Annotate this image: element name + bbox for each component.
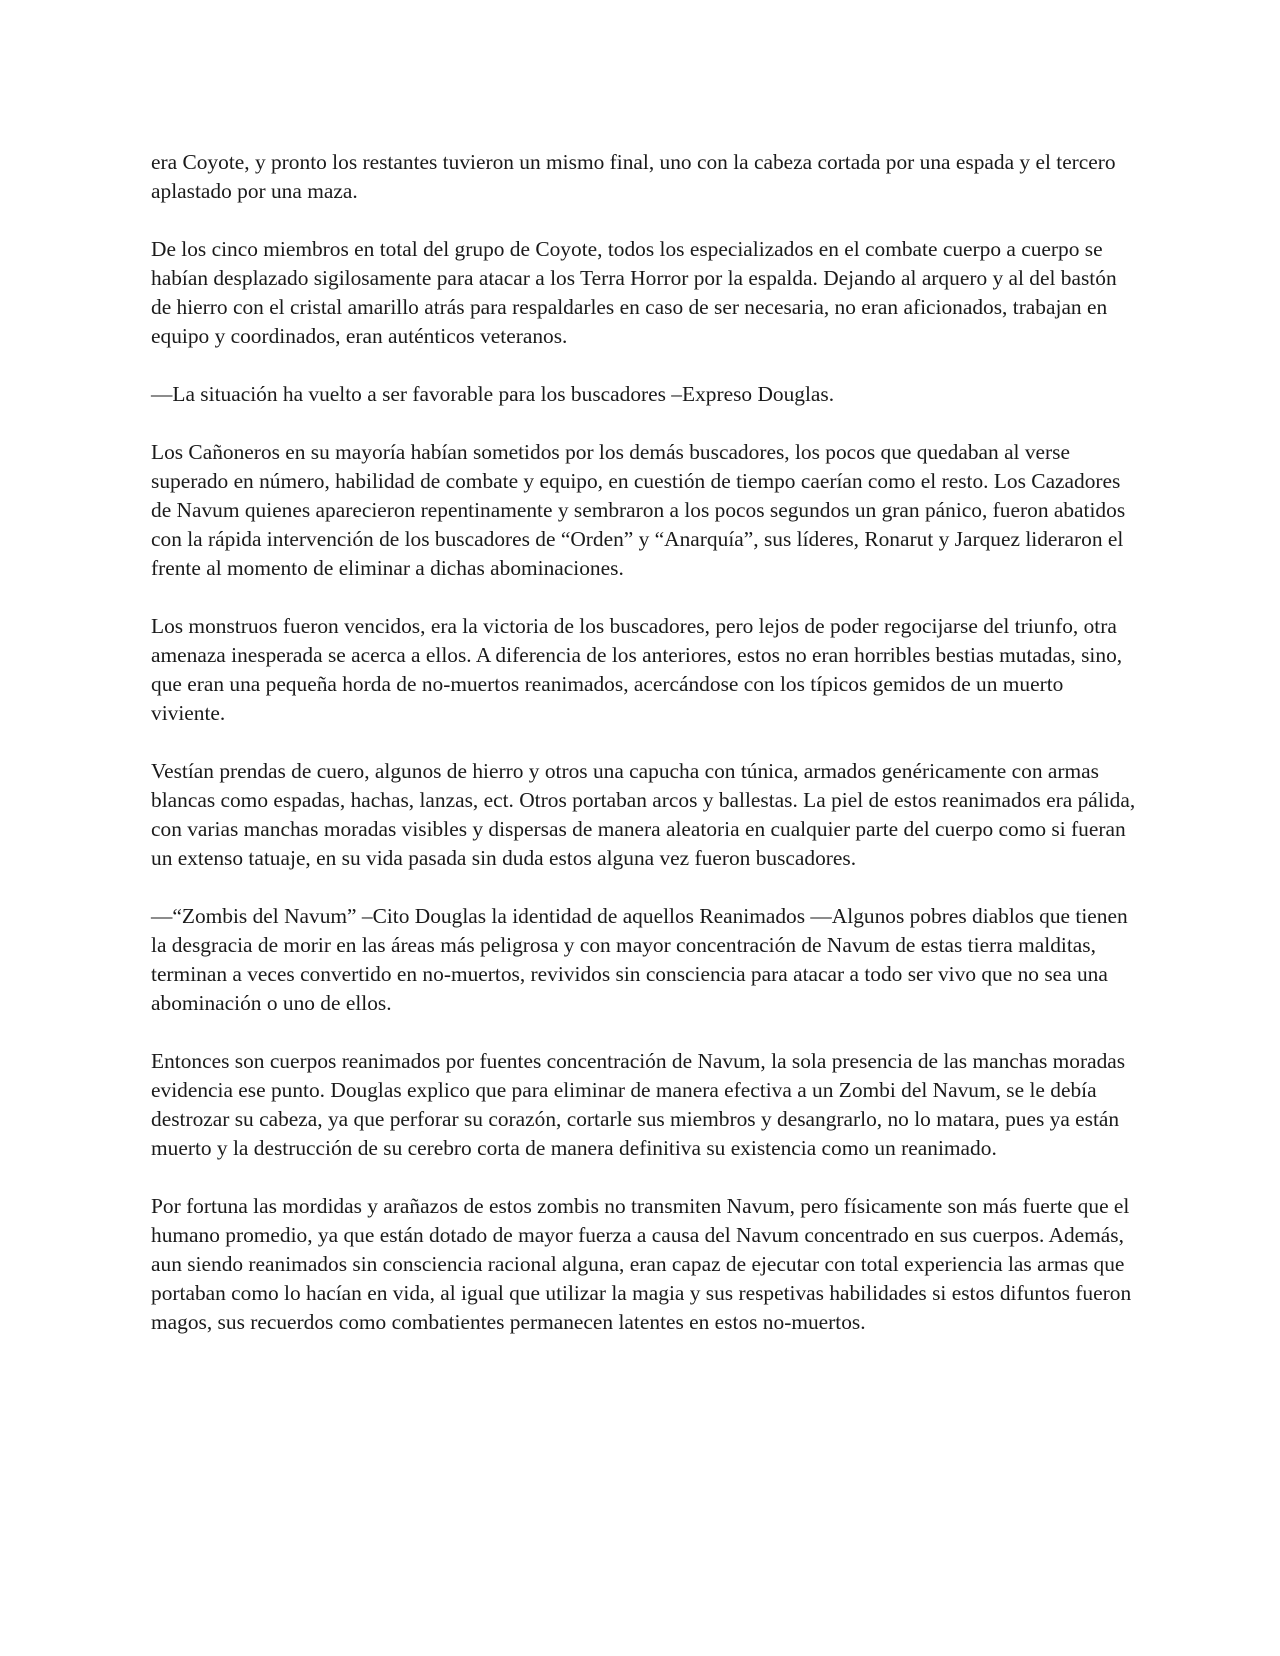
paragraph: Por fortuna las mordidas y arañazos de estos zombis no transmiten Navum, pero físicamente son más fuerte que el humano promedio, ya que están dotado de mayor fuerza a causa del Navum concentrado en sus cuerpos. Además, aun siendo reanimados sin consciencia racional alguna, eran capaz de ejecutar con total experiencia las armas que portaban como lo hacían en vida, al igual que utilizar la magia y sus respetivas habilidades si estos difuntos fueron magos, sus recuerdos como combatientes permanecen latentes en estos no-muertos. bbox=[151, 1194, 1132, 1334]
paragraph: Entonces son cuerpos reanimados por fuentes concentración de Navum, la sola presencia de las manchas moradas evidencia ese punto. Douglas explico que para eliminar de manera efectiva a un Zombi del Navum, se le debía destrozar su cabeza, ya que perforar su corazón, cortarle sus miembros y desangrarlo, no lo matara, pues ya están muerto y la destrucción de su cerebro corta de manera definitiva su existencia como un reanimado. bbox=[151, 1049, 1126, 1160]
paragraph: —La situación ha vuelto a ser favorable para los buscadores –Expreso Douglas. bbox=[151, 382, 835, 406]
paragraph: Los monstruos fueron vencidos, era la victoria de los buscadores, pero lejos de poder regocijarse del triunfo, otra amenaza inesperada se acerca a ellos. A diferencia de los anteriores, estos no eran horribles bestias mutadas, sino, que eran una pequeña horda de no-muertos reanimados, acercándose con los típicos gemidos de un muerto viviente. bbox=[151, 614, 1123, 725]
paragraph: De los cinco miembros en total del grupo de Coyote, todos los especializados en el combate cuerpo a cuerpo se habían desplazado sigilosamente para atacar a los Terra Horror por la espalda. Dejando al arquero y al del bastón de hierro con el cristal amarillo atrás para respaldarles en caso de ser necesaria, no eran aficionados, trabajan en equipo y coordinados, eran auténticos veteranos. bbox=[151, 237, 1117, 348]
paragraph: Los Cañoneros en su mayoría habían sometidos por los demás buscadores, los pocos que quedaban al verse superado en número, habilidad de combate y equipo, en cuestión de tiempo caerían como el resto. Los Cazadores de Navum quienes aparecieron repentinamente y sembraron a los pocos segundos un gran pánico, fueron abatidos con la rápida intervención de los buscadores de “Orden” y “Anarquía”, sus líderes, Ronarut y Jarquez lideraron el frente al momento de eliminar a dichas abominaciones. bbox=[151, 440, 1126, 580]
paragraph: Vestían prendas de cuero, algunos de hierro y otros una capucha con túnica, armados genéricamente con armas blancas como espadas, hachas, lanzas, ect. Otros portaban arcos y ballestas. La piel de estos reanimados era pálida, con varias manchas moradas visibles y dispersas de manera aleatoria en cualquier parte del cuerpo como si fueran un extenso tatuaje, en su vida pasada sin duda estos alguna vez fueron buscadores. bbox=[151, 759, 1136, 870]
paragraph: —“Zombis del Navum” –Cito Douglas la identidad de aquellos Reanimados —Algunos pobres diablos que tienen la desgracia de morir en las áreas más peligrosa y con mayor concentración de Navum de estas tierra malditas, terminan a veces convertido en no-muertos, revividos sin consciencia para atacar a todo ser vivo que no sea una abominación o uno de ellos. bbox=[151, 904, 1128, 1015]
document-page bbox=[151, 148, 1136, 1337]
paragraph: era Coyote, y pronto los restantes tuvieron un mismo final, uno con la cabeza cortada por una espada y el tercero aplastado por una maza. bbox=[151, 150, 1116, 203]
